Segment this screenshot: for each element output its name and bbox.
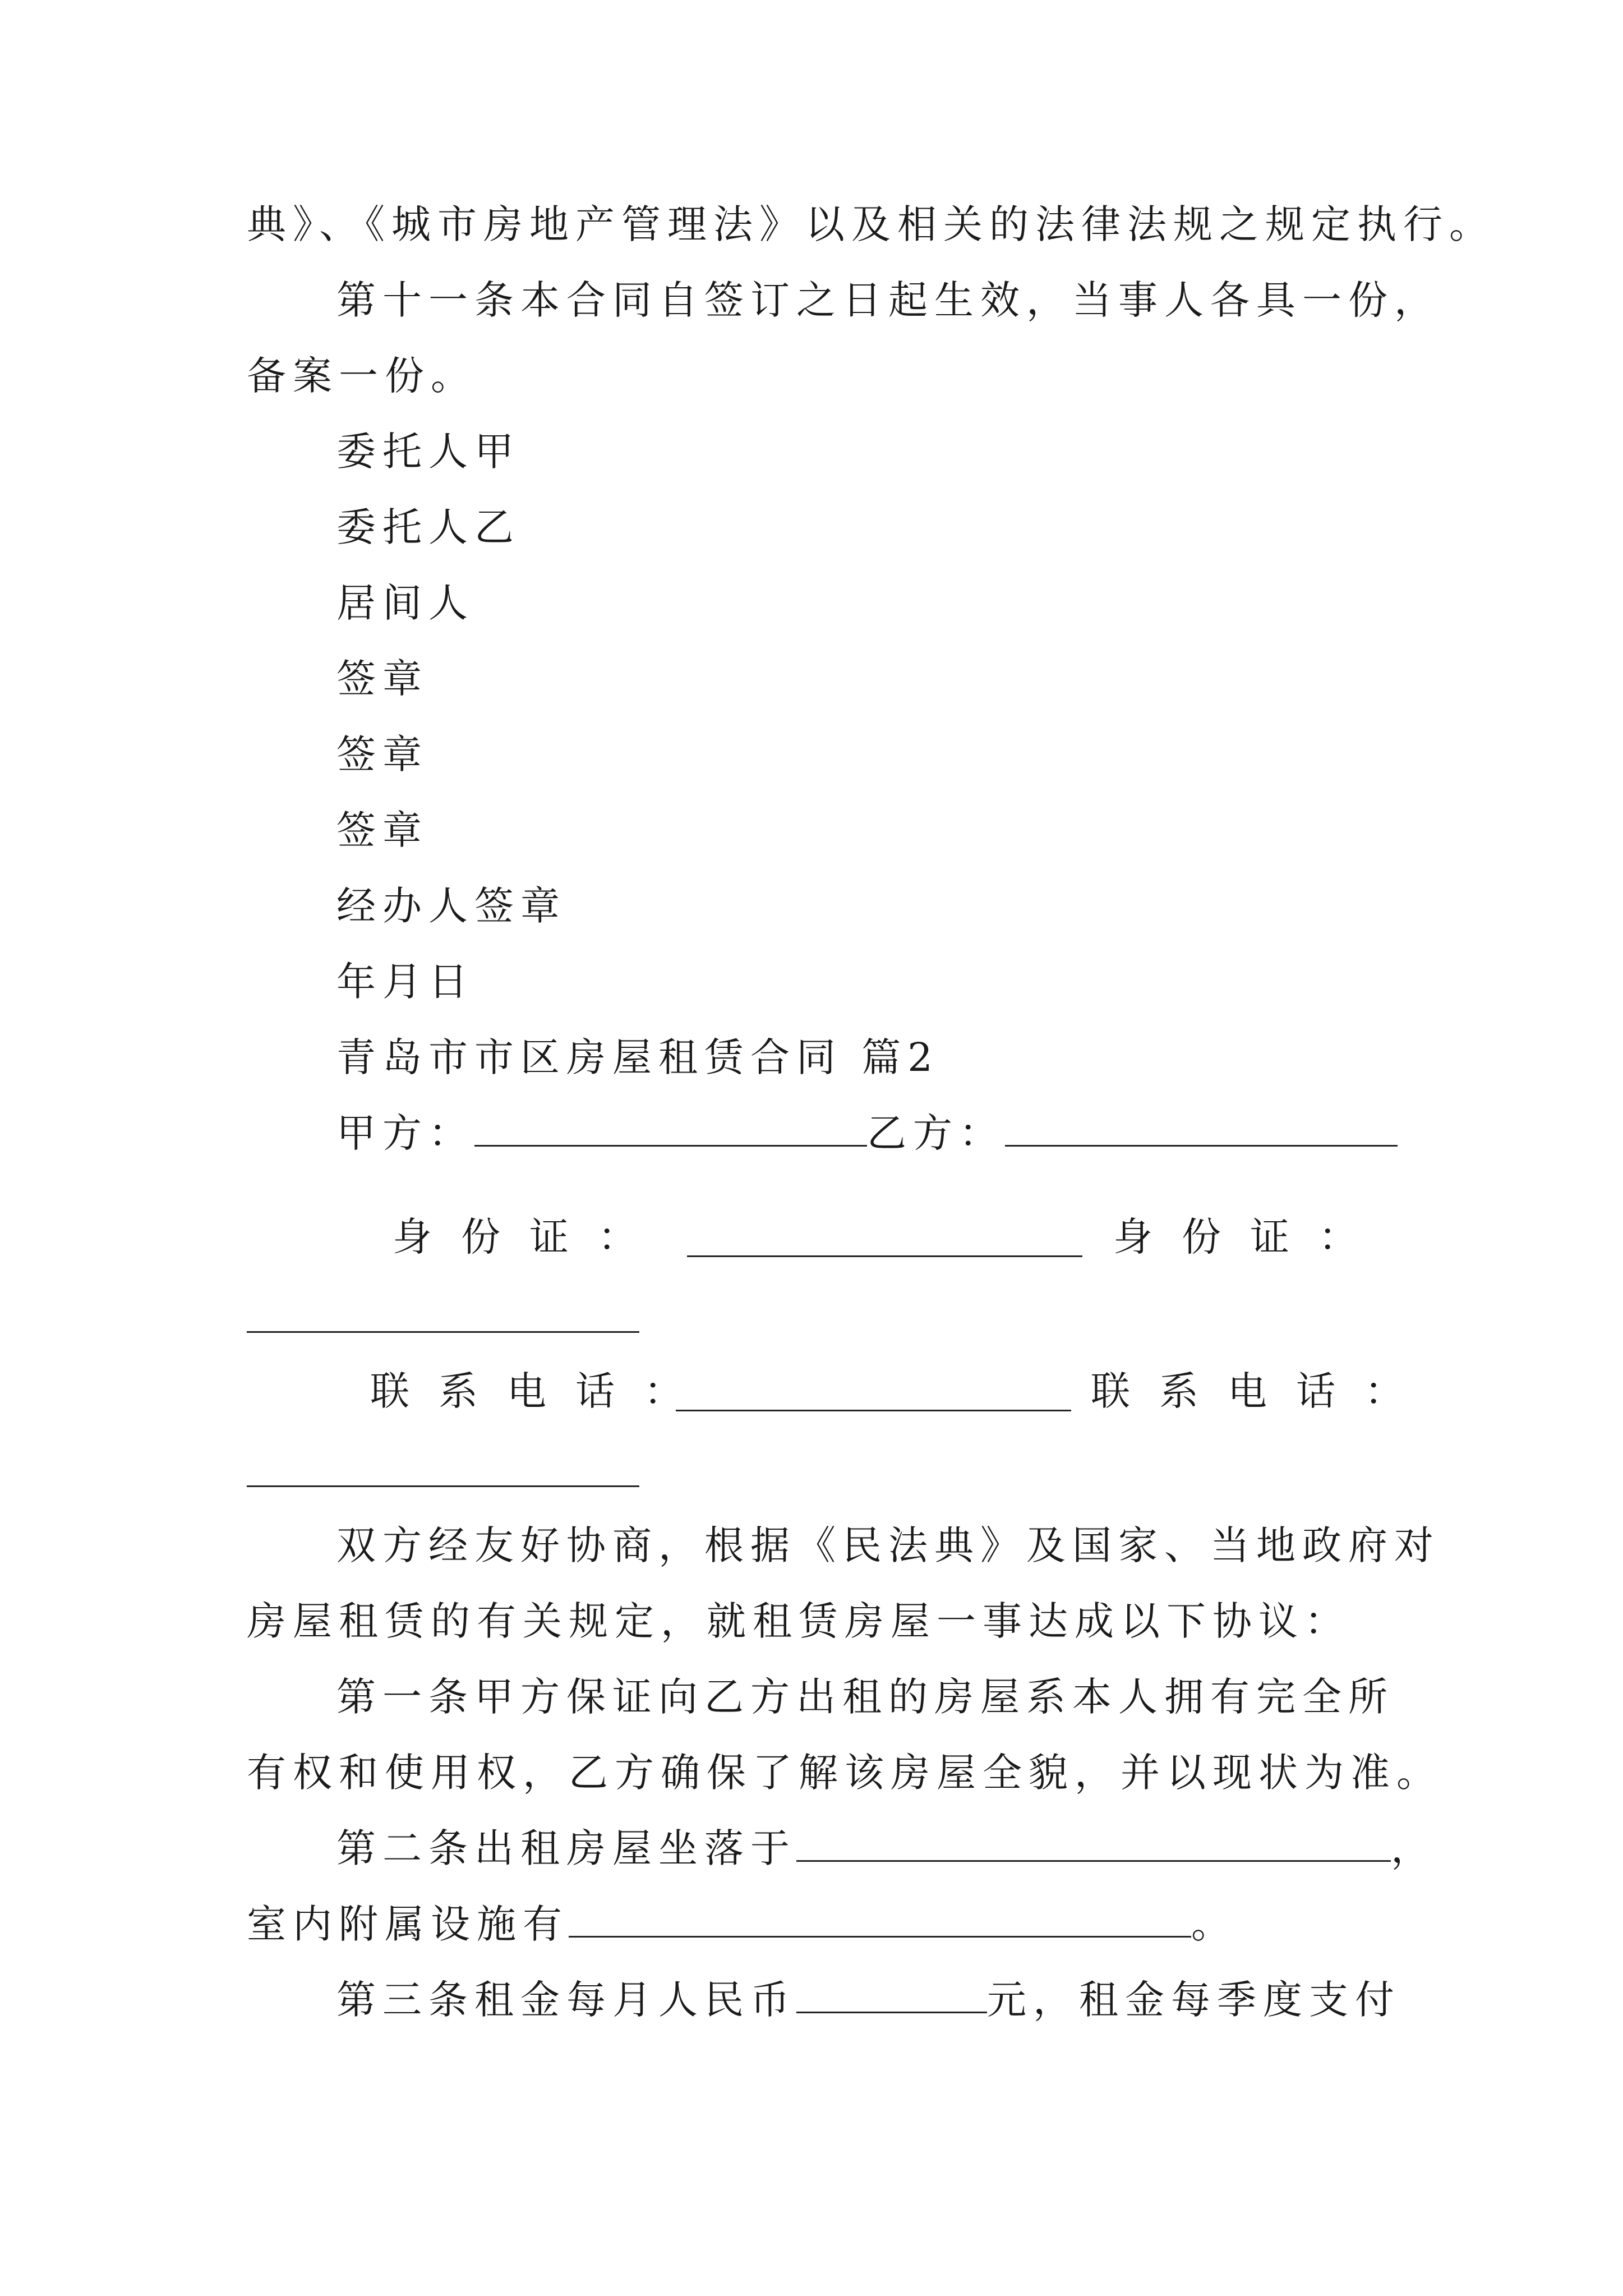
article-1-line: 有权和使用权，乙方确保了解该房屋全貌，并以现状为准。 bbox=[247, 1750, 1442, 1796]
signature-label: 签章 bbox=[336, 656, 428, 702]
party-line bbox=[336, 1108, 1398, 1158]
punctuation: 。 bbox=[1191, 1901, 1237, 1947]
party-b-label: 乙方： bbox=[867, 1110, 1005, 1156]
punctuation: ， bbox=[1391, 1825, 1437, 1871]
tel-b-blank bbox=[247, 1485, 639, 1487]
article-1-line: 第一条甲方保证向乙方出租的房屋系本人拥有完全所 bbox=[336, 1674, 1394, 1720]
signature-label: 签章 bbox=[336, 807, 428, 853]
signatory-intermediary: 居间人 bbox=[336, 580, 474, 626]
signature-label: 签章 bbox=[336, 731, 428, 777]
rent-amount-blank bbox=[796, 1978, 987, 2013]
article-2-label: 第二条出租房屋坐落于 bbox=[336, 1825, 796, 1871]
id-b-blank bbox=[247, 1331, 639, 1333]
facilities-label: 室内附属设施有 bbox=[247, 1901, 569, 1947]
id-b-label: 身份证： bbox=[1113, 1214, 1387, 1260]
text-line: 典》、《城市房地产管理法》以及相关的法律法规之规定执行。 bbox=[247, 201, 1495, 247]
party-a-label: 甲方： bbox=[336, 1110, 474, 1156]
id-a-blank bbox=[687, 1255, 1082, 1257]
party-b-blank bbox=[1005, 1111, 1398, 1147]
date-label: 年月日 bbox=[336, 959, 474, 1005]
text-line: 备案一份。 bbox=[247, 353, 477, 399]
signatory-client-b: 委托人乙 bbox=[336, 504, 520, 550]
agent-signature-label: 经办人签章 bbox=[336, 883, 566, 929]
rent-label: 第三条租金每月人民币 bbox=[336, 1977, 796, 2023]
article-3-line bbox=[336, 1975, 1401, 2025]
contract-title: 青岛市市区房屋租赁合同 篇2 bbox=[336, 1034, 939, 1080]
facilities-blank bbox=[569, 1902, 1191, 1938]
text-line: 房屋租赁的有关规定，就租赁房屋一事达成以下协议： bbox=[247, 1598, 1350, 1644]
party-a-blank bbox=[474, 1111, 867, 1147]
rent-tail: 元，租金每季度支付 bbox=[987, 1977, 1401, 2023]
address-blank bbox=[796, 1826, 1391, 1862]
signatory-client-a: 委托人甲 bbox=[336, 429, 520, 475]
text-line: 第十一条本合同自签订之日起生效，当事人各具一份， bbox=[336, 277, 1440, 323]
article-2-line bbox=[336, 1823, 1437, 1874]
tel-a-label: 联系电话： bbox=[370, 1368, 712, 1414]
article-2-line bbox=[247, 1899, 1237, 1949]
tel-b-label: 联系电话： bbox=[1091, 1368, 1433, 1414]
tel-a-blank bbox=[676, 1410, 1071, 1411]
id-a-label: 身份证： bbox=[393, 1214, 666, 1260]
text-line: 双方经友好协商，根据《民法典》及国家、当地政府对 bbox=[336, 1522, 1440, 1568]
